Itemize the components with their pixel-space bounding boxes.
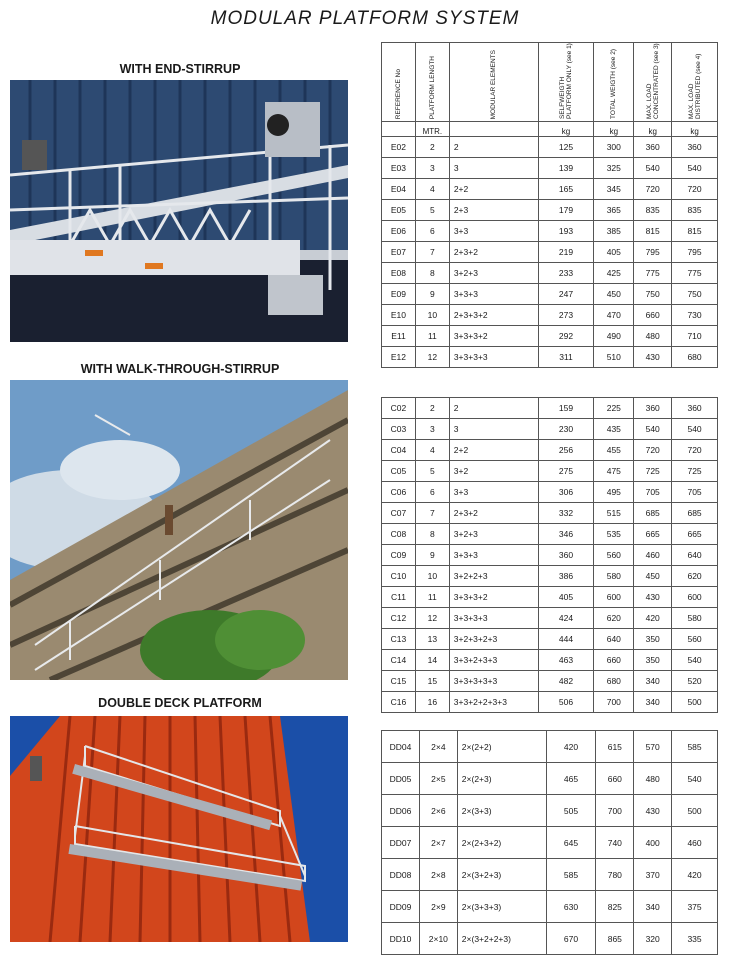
table-cell: 2+2 [449,440,538,461]
table-cell: C16 [382,692,416,713]
table-cell: 256 [538,440,594,461]
table-row [382,440,718,461]
table-cell: 560 [672,629,718,650]
table-cell: 405 [594,242,634,263]
table-cell: 2 [415,137,449,158]
table-cell: 640 [672,545,718,566]
table-double-deck [381,730,718,955]
table-cell: 14 [415,650,449,671]
table-cell: 470 [594,305,634,326]
table-cell: 6 [415,482,449,503]
table-cell: 2 [449,398,538,419]
table-cell: 825 [596,891,634,923]
table-cell: 630 [546,891,596,923]
table-row [382,503,718,524]
table-row [382,629,718,650]
table-cell: DD09 [382,891,420,923]
table-cell: 463 [538,650,594,671]
table-cell: 179 [538,200,594,221]
table-cell: 385 [594,221,634,242]
unit-cell: MTR. [415,122,449,137]
table-cell: 300 [594,137,634,158]
table-row [382,200,718,221]
table-cell: 2+3+2 [449,503,538,524]
table-row [382,326,718,347]
table-cell: 435 [594,419,634,440]
table-cell: 3 [449,158,538,179]
table-row [382,221,718,242]
header-selfweight: SELFWEIGTH PLATFORM ONLY (see 1) [538,43,594,122]
table-row [382,419,718,440]
table-cell: 4 [415,440,449,461]
table-cell: 450 [594,284,634,305]
table-row [382,827,718,859]
table-cell: 386 [538,566,594,587]
table-cell: 580 [594,566,634,587]
table-cell: 680 [672,347,718,368]
table-cell: C07 [382,503,416,524]
table-cell: 3+3+3+3 [449,347,538,368]
table-cell: 2+3+2 [449,242,538,263]
table-cell: 480 [634,326,672,347]
table-cell: 585 [672,731,718,763]
table-cell: 2×(3+2+2+3) [457,923,546,955]
table-cell: 750 [634,284,672,305]
table-cell: 10 [415,305,449,326]
photo-double-deck [10,716,348,942]
table-row [382,305,718,326]
table-row [382,179,718,200]
table-cell: 705 [634,482,672,503]
table-cell: C11 [382,587,416,608]
table-cell: 9 [415,545,449,566]
table-cell: 740 [596,827,634,859]
table-cell: 705 [672,482,718,503]
table-cell: 725 [634,461,672,482]
table-cell: 125 [538,137,594,158]
table-walk-through [381,397,718,713]
table-cell: 225 [594,398,634,419]
table-cell: 350 [634,629,672,650]
table-cell: 424 [538,608,594,629]
table-cell: 8 [415,263,449,284]
table-cell: 665 [672,524,718,545]
table-cell: 720 [634,440,672,461]
table-cell: 620 [672,566,718,587]
table-cell: 360 [672,398,718,419]
table-row [382,158,718,179]
table-row [382,650,718,671]
table-cell: 311 [538,347,594,368]
table-cell: 345 [594,179,634,200]
unit-cell [449,122,538,137]
table-cell: 620 [594,608,634,629]
table-cell: 540 [672,763,718,795]
table-cell: 430 [634,587,672,608]
table-cell: C06 [382,482,416,503]
table-cell: 835 [634,200,672,221]
table-row [382,398,718,419]
table-cell: E06 [382,221,416,242]
table-cell: 510 [594,347,634,368]
table-cell: 16 [415,692,449,713]
table-cell: 585 [546,859,596,891]
header-conc: MAX. LOAD CONCENTRATED (see 3) [634,43,672,122]
table-cell: 450 [634,566,672,587]
table-cell: 495 [594,482,634,503]
table-cell: 720 [672,440,718,461]
table-cell: E12 [382,347,416,368]
table-cell: E10 [382,305,416,326]
section-title-end-stirrup: WITH END-STIRRUP [119,62,241,76]
table-cell: 3+2+3 [449,524,538,545]
table-cell: E05 [382,200,416,221]
table-cell: 7 [415,503,449,524]
table-cell: 2+3 [449,200,538,221]
table-cell: 3+3+3 [449,545,538,566]
table-cell: C03 [382,419,416,440]
table-row [382,859,718,891]
table-cell: DD04 [382,731,420,763]
table-cell: 540 [634,158,672,179]
table-cell: 815 [634,221,672,242]
table-cell: 2 [415,398,449,419]
table-cell: 2×(2+3+2) [457,827,546,859]
table-cell: 2+2 [449,179,538,200]
table-cell: 10 [415,566,449,587]
table-cell: 365 [594,200,634,221]
unit-cell: kg [538,122,594,137]
table-cell: 325 [594,158,634,179]
table-cell: 540 [634,419,672,440]
table-cell: 320 [634,923,672,955]
table-cell: 5 [415,200,449,221]
table-cell: E07 [382,242,416,263]
table-cell: 2×7 [419,827,457,859]
table-cell: 600 [672,587,718,608]
table-row [382,545,718,566]
table-cell: E04 [382,179,416,200]
table-row [382,795,718,827]
table-row [382,763,718,795]
table-cell: 360 [634,398,672,419]
unit-cell: kg [672,122,718,137]
table-cell: 230 [538,419,594,440]
table-cell: 430 [634,795,672,827]
table-cell: 505 [546,795,596,827]
table-cell: 420 [546,731,596,763]
table-cell: 3+3+3+3 [449,608,538,629]
table-cell: 425 [594,263,634,284]
table-cell: E02 [382,137,416,158]
table-cell: 3+3+3+3+3 [449,671,538,692]
photo-walk-through [10,380,348,680]
table-end-stirrup [381,42,718,368]
table-cell: 2×(3+2+3) [457,859,546,891]
table-cell: C05 [382,461,416,482]
table-cell: 3+2 [449,461,538,482]
table-cell: 775 [672,263,718,284]
header-elements: MODULAR ELEMENTS [449,43,538,122]
table-cell: C10 [382,566,416,587]
table-cell: 2×(2+2) [457,731,546,763]
table-row [382,692,718,713]
table-cell: 640 [594,629,634,650]
table-cell: 2 [449,137,538,158]
table-cell: 685 [672,503,718,524]
table-cell: 3+3+2+2+3+3 [449,692,538,713]
table-cell: 273 [538,305,594,326]
table-cell: 3+3 [449,221,538,242]
table-cell: 795 [672,242,718,263]
section-title-walk-through: WITH WALK-THROUGH-STIRRUP [80,362,280,376]
table-cell: 2×(3+3) [457,795,546,827]
table-cell: 2×10 [419,923,457,955]
table-cell: 360 [634,137,672,158]
table-cell: 2×9 [419,891,457,923]
table-row [382,524,718,545]
table-cell: E03 [382,158,416,179]
table-cell: 405 [538,587,594,608]
unit-cell: kg [634,122,672,137]
table-cell: 11 [415,326,449,347]
table-cell: C12 [382,608,416,629]
table-cell: 660 [594,650,634,671]
table-cell: 710 [672,326,718,347]
table-cell: 2×4 [419,731,457,763]
table-cell: 159 [538,398,594,419]
table-cell: 3 [449,419,538,440]
table-row [382,242,718,263]
table-cell: 2×(3+3+3) [457,891,546,923]
table-cell: 370 [634,859,672,891]
table-cell: 540 [672,419,718,440]
table-cell: 3 [415,419,449,440]
table-cell: 3 [415,158,449,179]
table-cell: 815 [672,221,718,242]
table-cell: 444 [538,629,594,650]
table-row [382,347,718,368]
table-cell: 233 [538,263,594,284]
table-cell: 3+3 [449,482,538,503]
table-cell: 3+2+3 [449,263,538,284]
table-cell: 247 [538,284,594,305]
table-cell: 660 [634,305,672,326]
page-title: MODULAR PLATFORM SYSTEM [210,8,520,29]
table-cell: C08 [382,524,416,545]
table-cell: 500 [672,692,718,713]
unit-cell: kg [594,122,634,137]
photo-end-stirrup [10,80,348,342]
table-cell: 7 [415,242,449,263]
table-cell: 520 [672,671,718,692]
table-cell: 720 [634,179,672,200]
table-cell: 2×8 [419,859,457,891]
table-cell: 400 [634,827,672,859]
table-row [382,284,718,305]
table-cell: 3+2+2+3 [449,566,538,587]
table-cell: C04 [382,440,416,461]
section-title-double-deck: DOUBLE DECK PLATFORM [98,696,262,710]
table-row [382,671,718,692]
table-cell: 480 [634,763,672,795]
table-cell: 685 [634,503,672,524]
table-cell: 11 [415,587,449,608]
table-cell: E08 [382,263,416,284]
table-cell: 660 [596,763,634,795]
table-cell: 670 [546,923,596,955]
table-cell: DD08 [382,859,420,891]
table-cell: 340 [634,671,672,692]
table-cell: 460 [672,827,718,859]
table-cell: 8 [415,524,449,545]
table-cell: 2×6 [419,795,457,827]
unit-cell [382,122,416,137]
table-cell: 9 [415,284,449,305]
table-cell: C13 [382,629,416,650]
table-cell: 3+3+3+2 [449,587,538,608]
table-cell: 460 [634,545,672,566]
table-row [382,566,718,587]
table-cell: 3+2+3+2+3 [449,629,538,650]
table-cell: 700 [596,795,634,827]
table-cell: 865 [596,923,634,955]
table-row [382,923,718,955]
header-ref: REFERENCE No [382,43,416,122]
table-cell: 360 [672,137,718,158]
table-cell: 139 [538,158,594,179]
table-cell: 306 [538,482,594,503]
table-cell: 375 [672,891,718,923]
table-cell: 4 [415,179,449,200]
table-row [382,461,718,482]
table-cell: 665 [634,524,672,545]
table-cell: 6 [415,221,449,242]
table-cell: C15 [382,671,416,692]
table-cell: 482 [538,671,594,692]
table-cell: 2×(2+3) [457,763,546,795]
table-cell: 730 [672,305,718,326]
table-cell: DD06 [382,795,420,827]
table-row [382,608,718,629]
table-cell: 346 [538,524,594,545]
table-cell: 12 [415,347,449,368]
header-dist: MAX. LOAD DISTRIBUTED (see 4) [672,43,718,122]
table-cell: 13 [415,629,449,650]
table-cell: 5 [415,461,449,482]
table-row [382,263,718,284]
table-cell: 455 [594,440,634,461]
table-cell: 795 [634,242,672,263]
table-row [382,587,718,608]
table-row [382,137,718,158]
table-cell: 332 [538,503,594,524]
header-length: PLATFORM LENGTH [415,43,449,122]
table-cell: 475 [594,461,634,482]
table-cell: 515 [594,503,634,524]
table-cell: 335 [672,923,718,955]
table-cell: 570 [634,731,672,763]
table-cell: DD10 [382,923,420,955]
table-row [382,482,718,503]
table-cell: 506 [538,692,594,713]
table-cell: 3+3+3+2 [449,326,538,347]
table-cell: DD07 [382,827,420,859]
table-cell: 560 [594,545,634,566]
table-cell: 219 [538,242,594,263]
table-cell: 193 [538,221,594,242]
table-cell: 835 [672,200,718,221]
table-cell: 700 [594,692,634,713]
table-cell: 490 [594,326,634,347]
table-cell: 420 [634,608,672,629]
table-cell: 775 [634,263,672,284]
header-total: TOTAL WEIGTH (see 2) [594,43,634,122]
table-cell: 275 [538,461,594,482]
table-cell: 3+3+2+3+3 [449,650,538,671]
table-cell: 725 [672,461,718,482]
table-cell: 340 [634,692,672,713]
table-cell: 430 [634,347,672,368]
table-cell: 465 [546,763,596,795]
table-cell: DD05 [382,763,420,795]
table-cell: 580 [672,608,718,629]
table-cell: 500 [672,795,718,827]
table-cell: C02 [382,398,416,419]
table-cell: 535 [594,524,634,545]
table-cell: 360 [538,545,594,566]
table-cell: 340 [634,891,672,923]
table-cell: E09 [382,284,416,305]
table-cell: 2+3+3+2 [449,305,538,326]
table-cell: 292 [538,326,594,347]
table-cell: 420 [672,859,718,891]
table-cell: 720 [672,179,718,200]
table-cell: 540 [672,158,718,179]
table-cell: 12 [415,608,449,629]
table-cell: 615 [596,731,634,763]
table-cell: C14 [382,650,416,671]
table-cell: C09 [382,545,416,566]
table-cell: 540 [672,650,718,671]
table-cell: 680 [594,671,634,692]
table-cell: 2×5 [419,763,457,795]
table-cell: 780 [596,859,634,891]
table-cell: E11 [382,326,416,347]
table-row [382,731,718,763]
table-cell: 3+3+3 [449,284,538,305]
table-cell: 350 [634,650,672,671]
table-cell: 165 [538,179,594,200]
table-row [382,891,718,923]
table-cell: 645 [546,827,596,859]
table-cell: 750 [672,284,718,305]
table-cell: 15 [415,671,449,692]
table-cell: 600 [594,587,634,608]
